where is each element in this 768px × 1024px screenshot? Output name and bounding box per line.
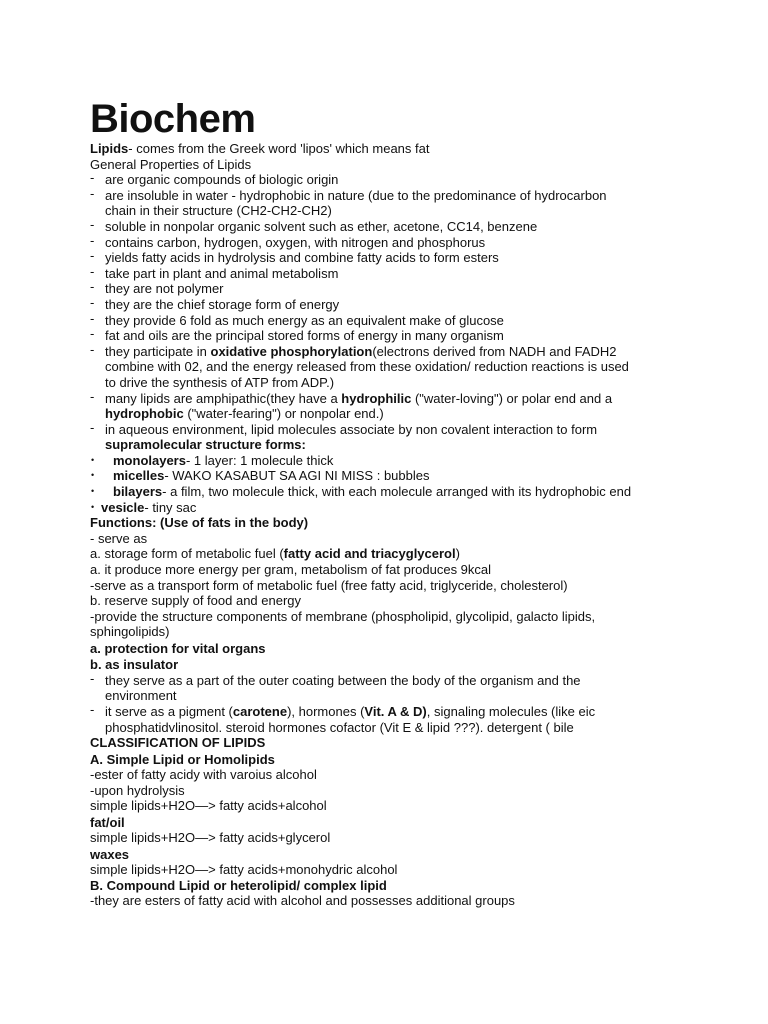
term-bilayers: bilayers (113, 484, 163, 500)
list-item-text: , signaling molecules (like eic (426, 703, 596, 719)
dash-marker: - (90, 419, 95, 435)
list-item-text: many lipids are amphipathic(they have a (105, 390, 342, 406)
term-vit-a-d: Vit. A & D) (364, 703, 427, 719)
dash-marker: - (90, 170, 95, 186)
list-item-text: yields fatty acids in hydrolysis and combine fatty acids to form esters (105, 250, 499, 266)
functions-heading: Functions: (Use of fats in the body) (90, 515, 309, 531)
text-line: - serve as (90, 530, 148, 546)
list-item-text: ), hormones ( (287, 703, 365, 719)
list-item-text: they are not polymer (105, 281, 224, 297)
list-item (90, 281, 690, 297)
list-item-text: in aqueous environment, lipid molecules associate by non covalent interaction to form (105, 421, 598, 437)
dash-marker: - (90, 341, 95, 357)
dash-marker: - (90, 701, 95, 717)
list-item (90, 216, 690, 235)
text-line: -ester of fatty acidy with varoius alcohol (90, 767, 317, 783)
term-supramolecular: supramolecular structure forms: (105, 437, 306, 453)
list-item (90, 388, 690, 407)
bullet-item-text: - 1 layer: 1 molecule thick (185, 452, 334, 468)
list-item (90, 419, 690, 438)
list-item-text: are organic compounds of biologic origin (105, 172, 339, 188)
subheading (90, 752, 690, 768)
compound-lipid-heading: B. Compound Lipid or heterolipid/ complex lipid (90, 877, 387, 893)
list-item-text: they are the chief storage form of energy (105, 296, 340, 312)
list-item (90, 294, 690, 313)
section-heading (90, 515, 690, 531)
list-item-text: take part in plant and animal metabolism (105, 265, 339, 281)
subheading (90, 815, 690, 831)
list-item-text: it serve as a pigment ( (105, 703, 233, 719)
list-item-continuation: combine with 02, and the energy released from these oxidation/ reduction reactions is used (105, 359, 629, 375)
bullet-item (90, 468, 690, 484)
list-item-text: they provide 6 fold as much energy as an equivalent make of glucose (105, 312, 504, 328)
dash-marker: - (90, 185, 95, 201)
dash-marker: - (90, 248, 95, 264)
subheading (90, 657, 690, 673)
term-fatty-acid-triacyglycerol: fatty acid and triacyglycerol (283, 546, 456, 562)
formula-line: simple lipids+H2O—> fatty acids+glycerol (90, 830, 331, 846)
list-item (90, 185, 690, 204)
bullet-item-text: - tiny sac (144, 499, 197, 515)
dash-marker: - (90, 216, 95, 232)
list-item (90, 310, 690, 329)
list-item (90, 341, 690, 360)
list-item-continuation (90, 406, 690, 422)
classification-heading: CLASSIFICATION OF LIPIDS (90, 735, 266, 751)
dash-marker: - (90, 670, 95, 686)
dash-marker: - (90, 326, 95, 342)
list-item-text: ("water-fearing") or nonpolar end.) (183, 406, 384, 422)
fat-oil-heading: fat/oil (90, 814, 125, 830)
term-oxidative-phosphorylation: oxidative phosphorylation (210, 343, 373, 359)
list-item-text: soluble in nonpolar organic solvent such as ether, acetone, CC14, benzene (105, 218, 538, 234)
definition-text: - comes from the Greek word 'lipos' which means fat (128, 141, 430, 156)
term-monolayers: monolayers (113, 452, 186, 468)
list-item (90, 232, 690, 251)
dash-marker: - (90, 279, 95, 295)
insulator-heading: b. as insulator (90, 657, 179, 673)
list-item-text: are insoluble in water - hydrophobic in nature (due to the predominance of hydrocarbon (105, 187, 607, 203)
list-item-text: (electrons derived from NADH and FADH2 (372, 343, 617, 359)
bullet-marker: • (91, 470, 95, 481)
term-hydrophobic: hydrophobic (105, 406, 184, 422)
text-line: a. it produce more energy per gram, metabolism of fat produces 9kcal (90, 562, 492, 578)
subheading (90, 847, 690, 863)
list-item (90, 670, 690, 689)
text-line: -provide the structure components of membrane (phospholipid, glycolipid, galacto lipids, (90, 608, 596, 624)
term-vesicle: vesicle (101, 499, 145, 515)
bullet-marker: • (91, 486, 95, 497)
dash-marker: - (90, 263, 95, 279)
term-carotene: carotene (232, 703, 288, 719)
term-hydrophilic: hydrophilic (341, 390, 412, 406)
list-item-continuation (90, 437, 690, 453)
list-item-text: contains carbon, hydrogen, oxygen, with nitrogen and phosphorus (105, 234, 486, 250)
dash-marker: - (90, 388, 95, 404)
dash-marker: - (90, 232, 95, 248)
text-line: -serve as a transport form of metabolic fuel (free fatty acid, triglyceride, cholesterol) (90, 577, 568, 593)
list-item (90, 172, 690, 188)
bullet-item-text: - WAKO KASABUT SA AGI NI MISS : bubbles (164, 468, 430, 484)
text-line: sphingolipids) (90, 624, 170, 640)
text-fragment: ) (455, 546, 460, 562)
list-item-text: they serve as a part of the outer coating between the body of the organism and the (105, 672, 581, 688)
list-item-continuation: chain in their structure (CH2-CH2-CH2) (105, 203, 332, 219)
text-line (90, 141, 690, 157)
text-line (90, 546, 690, 562)
document-body (90, 141, 690, 909)
formula-line: simple lipids+H2O—> fatty acids+alcohol (90, 798, 327, 814)
list-item-continuation: phosphatidvlinositol. steroid hormones cofactor (Vit E & lipid ???). detergent ( bile (105, 719, 574, 735)
term-micelles: micelles (113, 468, 165, 484)
bullet-marker: • (91, 501, 95, 512)
list-item-text: they participate in (105, 343, 211, 359)
waxes-heading: waxes (90, 846, 130, 862)
section-heading: General Properties of Lipids (90, 156, 252, 172)
subheading (90, 641, 690, 657)
list-item (90, 250, 690, 266)
list-item-continuation: environment (105, 688, 177, 704)
formula-line: simple lipids+H2O—> fatty acids+monohydric alcohol (90, 862, 398, 878)
list-item-text: fat and oils are the principal stored forms of energy in many organism (105, 328, 504, 344)
bullet-item-text: - a film, two molecule thick, with each molecule arranged with its hydrophobic end (162, 484, 632, 500)
dash-marker: - (90, 310, 95, 326)
list-item-continuation: to drive the synthesis of ATP from ADP.) (105, 374, 335, 390)
bullet-item (90, 500, 690, 516)
subheading (90, 878, 690, 894)
text-line: -upon hydrolysis (90, 782, 185, 798)
list-item (90, 328, 690, 344)
text-line: b. reserve supply of food and energy (90, 593, 302, 609)
protection-heading: a. protection for vital organs (90, 640, 266, 656)
list-item (90, 263, 690, 282)
text-line: -they are esters of fatty acid with alcohol and possesses additional groups (90, 893, 515, 909)
bullet-marker: • (91, 454, 95, 465)
dash-marker: - (90, 294, 95, 310)
list-item-text: ("water-loving") or polar end and a (411, 390, 613, 406)
simple-lipid-heading: A. Simple Lipid or Homolipids (90, 751, 275, 767)
bullet-item (90, 453, 690, 469)
page-title: Biochem (90, 97, 256, 141)
term-lipids: Lipids (90, 141, 129, 156)
text-fragment: a. storage form of metabolic fuel ( (90, 546, 284, 562)
bullet-item (90, 484, 690, 500)
list-item (90, 701, 690, 720)
section-heading (90, 735, 690, 751)
